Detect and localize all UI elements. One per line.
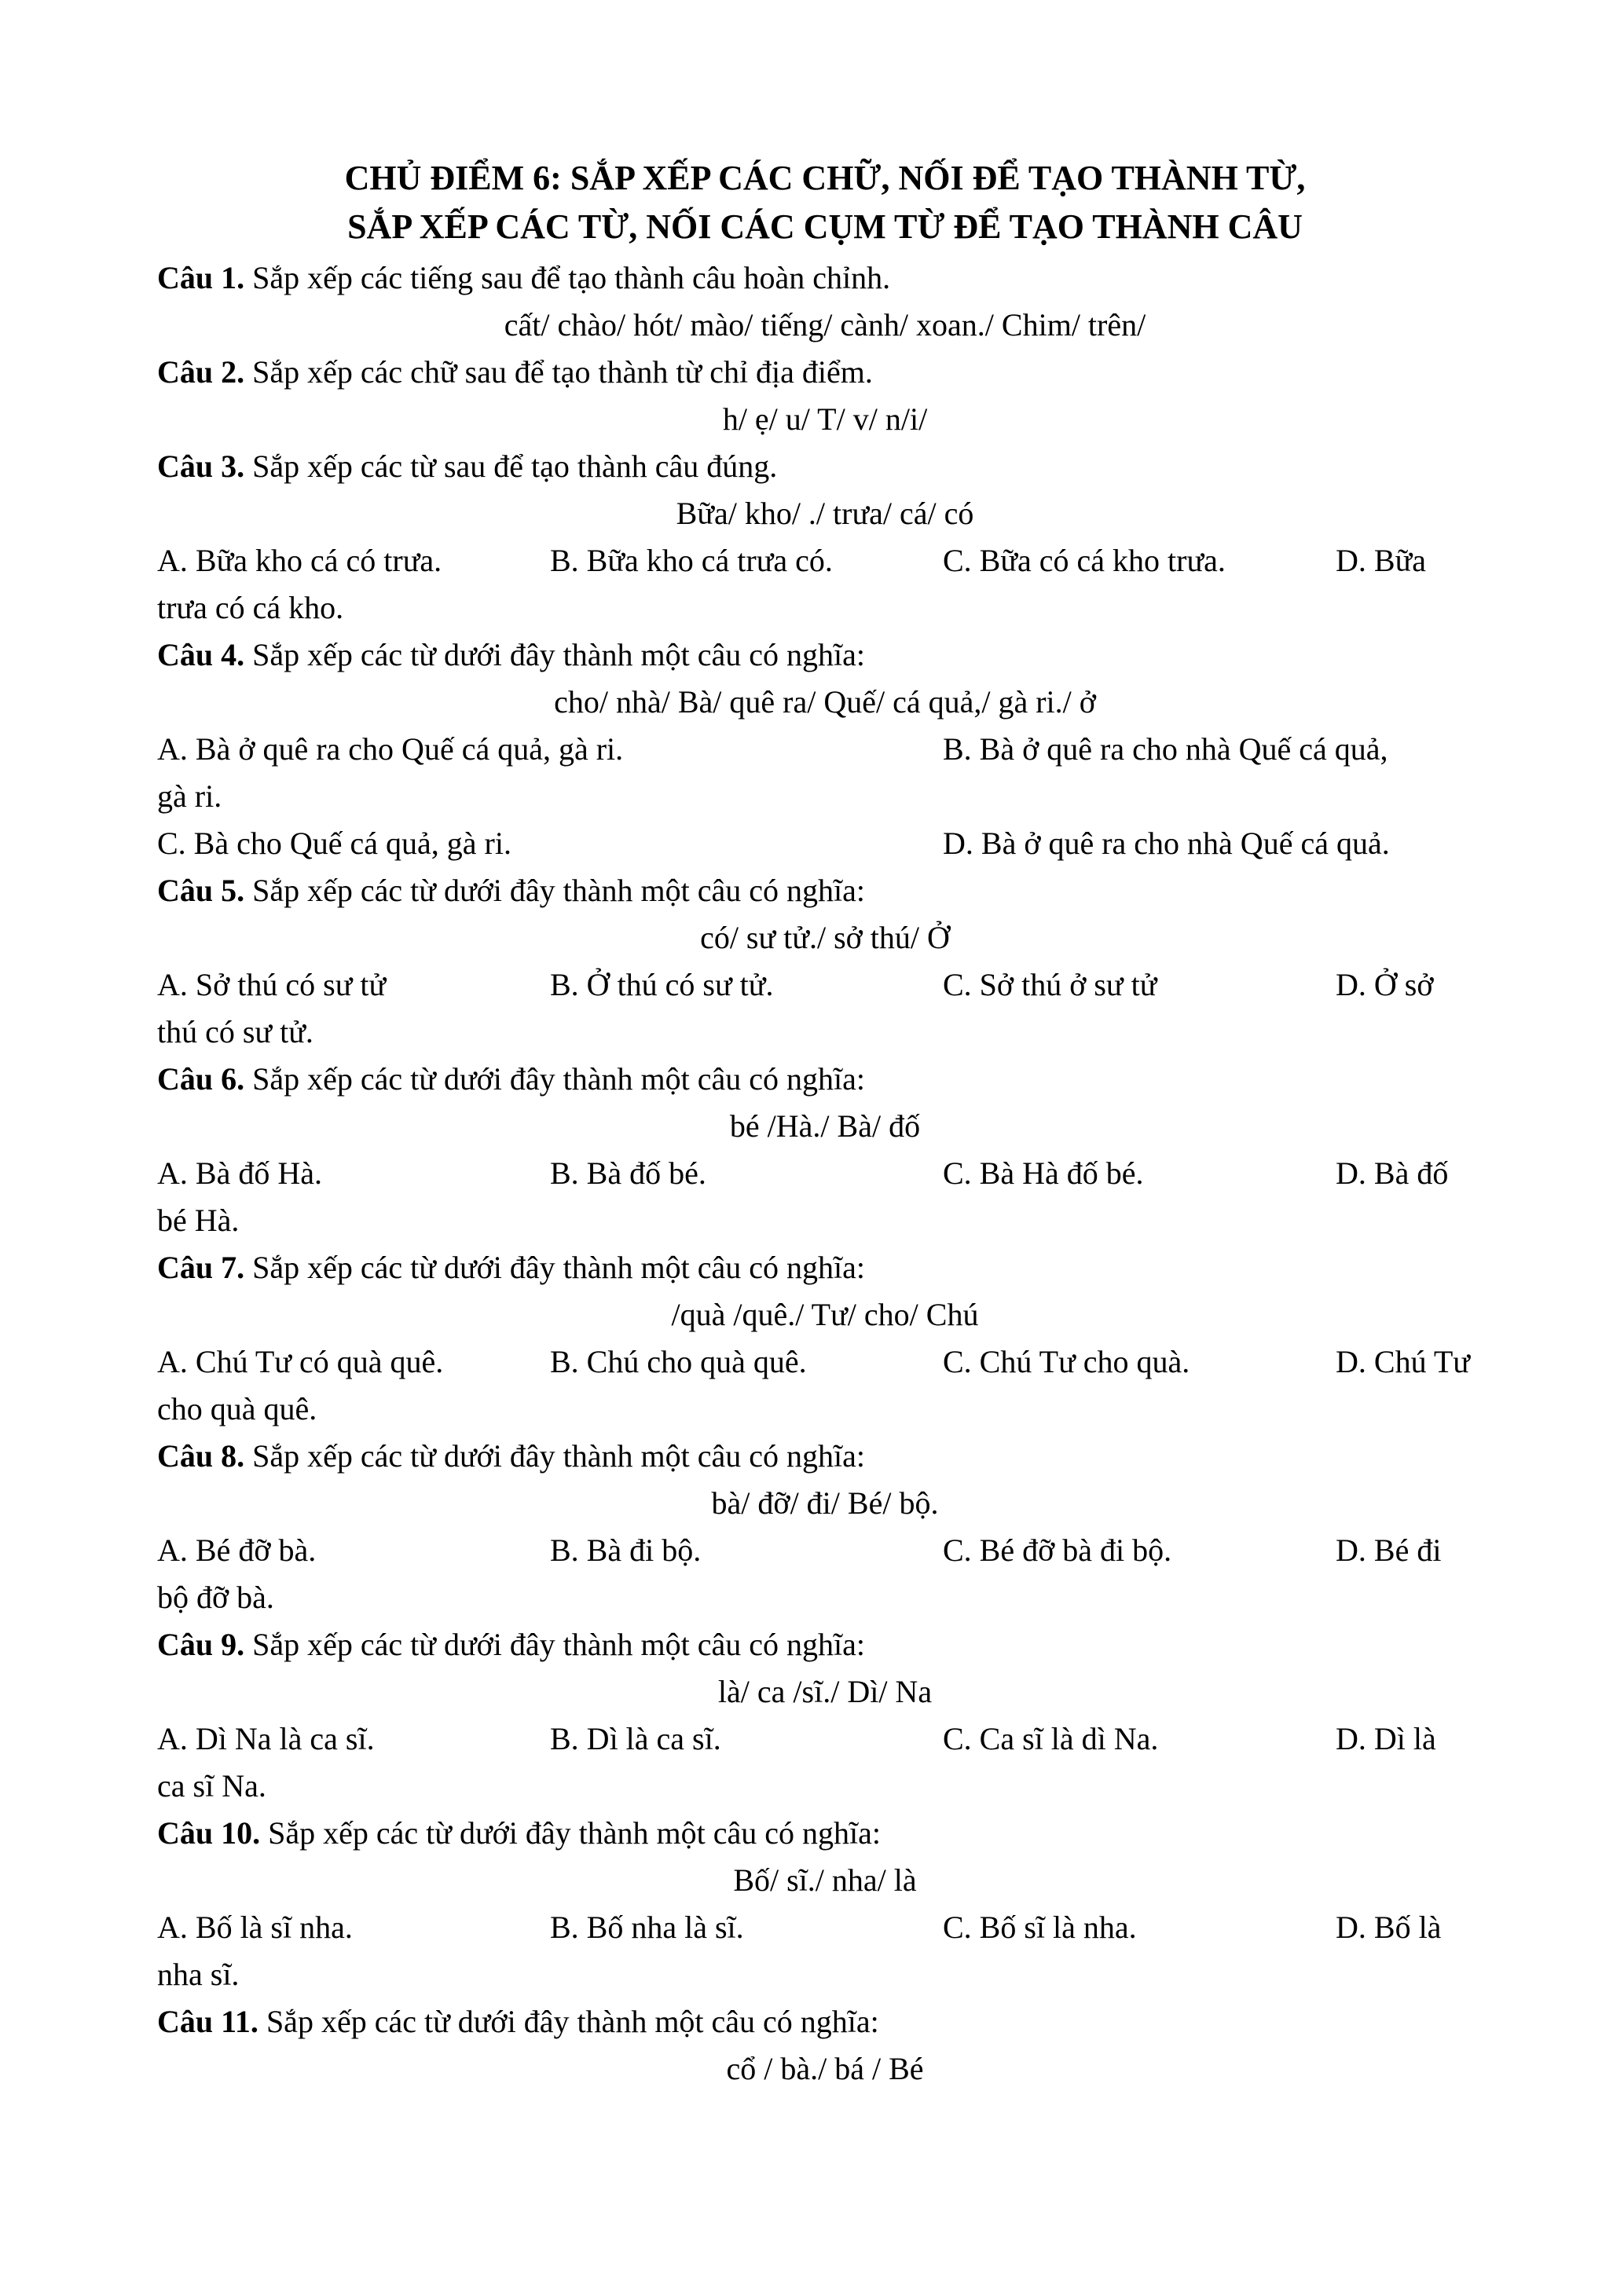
question-label: Câu 2. [157, 354, 245, 390]
question-4-options-row-2 [157, 820, 1493, 867]
question-label: Câu 6. [157, 1061, 245, 1097]
question-2-words: h/ ẹ/ u/ T/ v/ n/i/ [722, 401, 928, 437]
question-label: Câu 3. [157, 449, 245, 484]
question-label: Câu 11. [157, 2004, 258, 2039]
option-d-continued: ca sĩ Na. [157, 1768, 266, 1803]
option-b: B. Chú cho quà quê. [550, 1344, 807, 1379]
option-c: C. Chú Tư cho quà. [943, 1344, 1190, 1379]
question-8-words: bà/ đỡ/ đi/ Bé/ bộ. [711, 1485, 939, 1521]
title-line-2: SẮP XẾP CÁC TỪ, NỐI CÁC CỤM TỪ ĐỂ TẠO THÀNH CÂU [347, 207, 1303, 246]
option-c: C. Bà Hà đố bé. [943, 1155, 1144, 1191]
question-prompt: Sắp xếp các từ dưới đây thành một câu có nghĩa: [244, 1438, 865, 1474]
document-page [157, 154, 1493, 2093]
question-prompt: Sắp xếp các từ dưới đây thành một câu có nghĩa: [244, 1061, 865, 1097]
question-7 [157, 1244, 1493, 1291]
question-4-words: cho/ nhà/ Bà/ quê ra/ Quế/ cá quả,/ gà ri./ ở [554, 684, 1096, 720]
question-5-words: có/ sư tử./ sở thú/ Ở [700, 920, 950, 955]
question-9 [157, 1621, 1493, 1668]
option-d: D. Dì là [1336, 1721, 1436, 1756]
option-a: A. Sở thú có sư tử [157, 967, 387, 1002]
question-3-words: Bữa/ kho/ ./ trưa/ cá/ có [676, 496, 974, 531]
option-c: C. Bà cho Quế cá quả, gà ri. [157, 826, 511, 861]
option-a: A. Bố là sĩ nha. [157, 1910, 353, 1945]
option-d-continued: bộ đỡ bà. [157, 1580, 274, 1615]
option-a: A. Bà ở quê ra cho Quế cá quả, gà ri. [157, 731, 624, 767]
option-b: B. Bữa kho cá trưa có. [550, 543, 833, 578]
question-prompt: Sắp xếp các từ dưới đây thành một câu có nghĩa: [244, 873, 865, 908]
question-prompt: Sắp xếp các chữ sau để tạo thành từ chỉ địa điểm. [244, 354, 873, 390]
option-d: D. Bữa [1336, 543, 1426, 578]
option-b-continued: gà ri. [157, 778, 222, 814]
option-d: D. Bà đố [1336, 1155, 1449, 1191]
question-6-words: bé /Hà./ Bà/ đố [729, 1108, 921, 1144]
option-a: A. Bữa kho cá có trưa. [157, 543, 442, 578]
option-c: C. Bữa có cá kho trưa. [943, 543, 1226, 578]
question-4 [157, 632, 1493, 679]
question-10-options [157, 1904, 1493, 1951]
question-1-words: cất/ chào/ hót/ mào/ tiếng/ cành/ xoan./ Chim/ trên/ [504, 307, 1146, 342]
question-label: Câu 9. [157, 1627, 245, 1662]
question-10-words: Bố/ sĩ./ nha/ là [733, 1862, 917, 1898]
option-b: B. Bố nha là sĩ. [550, 1910, 744, 1945]
question-prompt: Sắp xếp các từ sau để tạo thành câu đúng. [244, 449, 778, 484]
option-a: A. Chú Tư có quà quê. [157, 1344, 444, 1379]
title-line-1: CHỦ ĐIỂM 6: SẮP XẾP CÁC CHỮ, NỐI ĐỂ TẠO THÀNH TỪ, [344, 159, 1306, 197]
option-d: D. Chú Tư [1336, 1344, 1470, 1379]
question-6 [157, 1056, 1493, 1103]
question-5-options [157, 961, 1493, 1009]
question-7-options [157, 1338, 1493, 1386]
question-4-options-row-1 [157, 726, 1493, 773]
question-label: Câu 4. [157, 637, 245, 672]
option-d: D. Bé đi [1336, 1532, 1442, 1568]
option-d-continued: trưa có cá kho. [157, 590, 344, 625]
question-label: Câu 7. [157, 1250, 245, 1285]
document-title [157, 154, 1493, 251]
question-label: Câu 10. [157, 1815, 261, 1851]
question-label: Câu 8. [157, 1438, 245, 1474]
option-a: A. Bà đố Hà. [157, 1155, 322, 1191]
question-1 [157, 255, 1493, 302]
option-d-continued: cho quà quê. [157, 1391, 317, 1426]
question-label: Câu 1. [157, 260, 245, 295]
question-11-words: cổ / bà./ bá / Bé [726, 2051, 924, 2086]
option-c: C. Bố sĩ là nha. [943, 1910, 1137, 1945]
question-3-options [157, 537, 1493, 584]
option-a: A. Bé đỡ bà. [157, 1532, 317, 1568]
question-9-words: là/ ca /sĩ./ Dì/ Na [717, 1674, 933, 1709]
option-d: D. Bố là [1336, 1910, 1442, 1945]
option-c: C. Bé đỡ bà đi bộ. [943, 1532, 1172, 1568]
option-d-continued: bé Hà. [157, 1203, 240, 1238]
question-prompt: Sắp xếp các từ dưới đây thành một câu có nghĩa: [260, 1815, 881, 1851]
option-a: A. Dì Na là ca sĩ. [157, 1721, 375, 1756]
question-8 [157, 1433, 1493, 1480]
option-d: D. Ở sở [1336, 967, 1434, 1002]
question-5 [157, 867, 1493, 914]
question-3 [157, 443, 1493, 490]
option-c: C. Ca sĩ là dì Na. [943, 1721, 1159, 1756]
question-prompt: Sắp xếp các từ dưới đây thành một câu có nghĩa: [244, 1250, 865, 1285]
option-c: C. Sở thú ở sư tử [943, 967, 1157, 1002]
question-7-words: /quà /quê./ Tư/ cho/ Chú [671, 1297, 979, 1332]
option-d: D. Bà ở quê ra cho nhà Quế cá quả. [943, 826, 1390, 861]
question-label: Câu 5. [157, 873, 245, 908]
option-d-continued: nha sĩ. [157, 1957, 240, 1992]
question-prompt: Sắp xếp các từ dưới đây thành một câu có nghĩa: [244, 637, 865, 672]
question-11 [157, 1998, 1493, 2045]
option-b: B. Ở thú có sư tử. [550, 967, 774, 1002]
option-b: B. Dì là ca sĩ. [550, 1721, 721, 1756]
question-8-options [157, 1527, 1493, 1574]
option-b: B. Bà ở quê ra cho nhà Quế cá quả, [943, 731, 1388, 767]
question-prompt: Sắp xếp các từ dưới đây thành một câu có nghĩa: [244, 1627, 865, 1662]
question-6-options [157, 1150, 1493, 1197]
option-b: B. Bà đố bé. [550, 1155, 706, 1191]
question-prompt: Sắp xếp các từ dưới đây thành một câu có nghĩa: [258, 2004, 879, 2039]
question-10 [157, 1810, 1493, 1857]
option-d-continued: thú có sư tử. [157, 1014, 313, 1049]
option-b: B. Bà đi bộ. [550, 1532, 702, 1568]
question-2 [157, 349, 1493, 396]
question-prompt: Sắp xếp các tiếng sau để tạo thành câu hoàn chỉnh. [244, 260, 891, 295]
question-9-options [157, 1716, 1493, 1763]
